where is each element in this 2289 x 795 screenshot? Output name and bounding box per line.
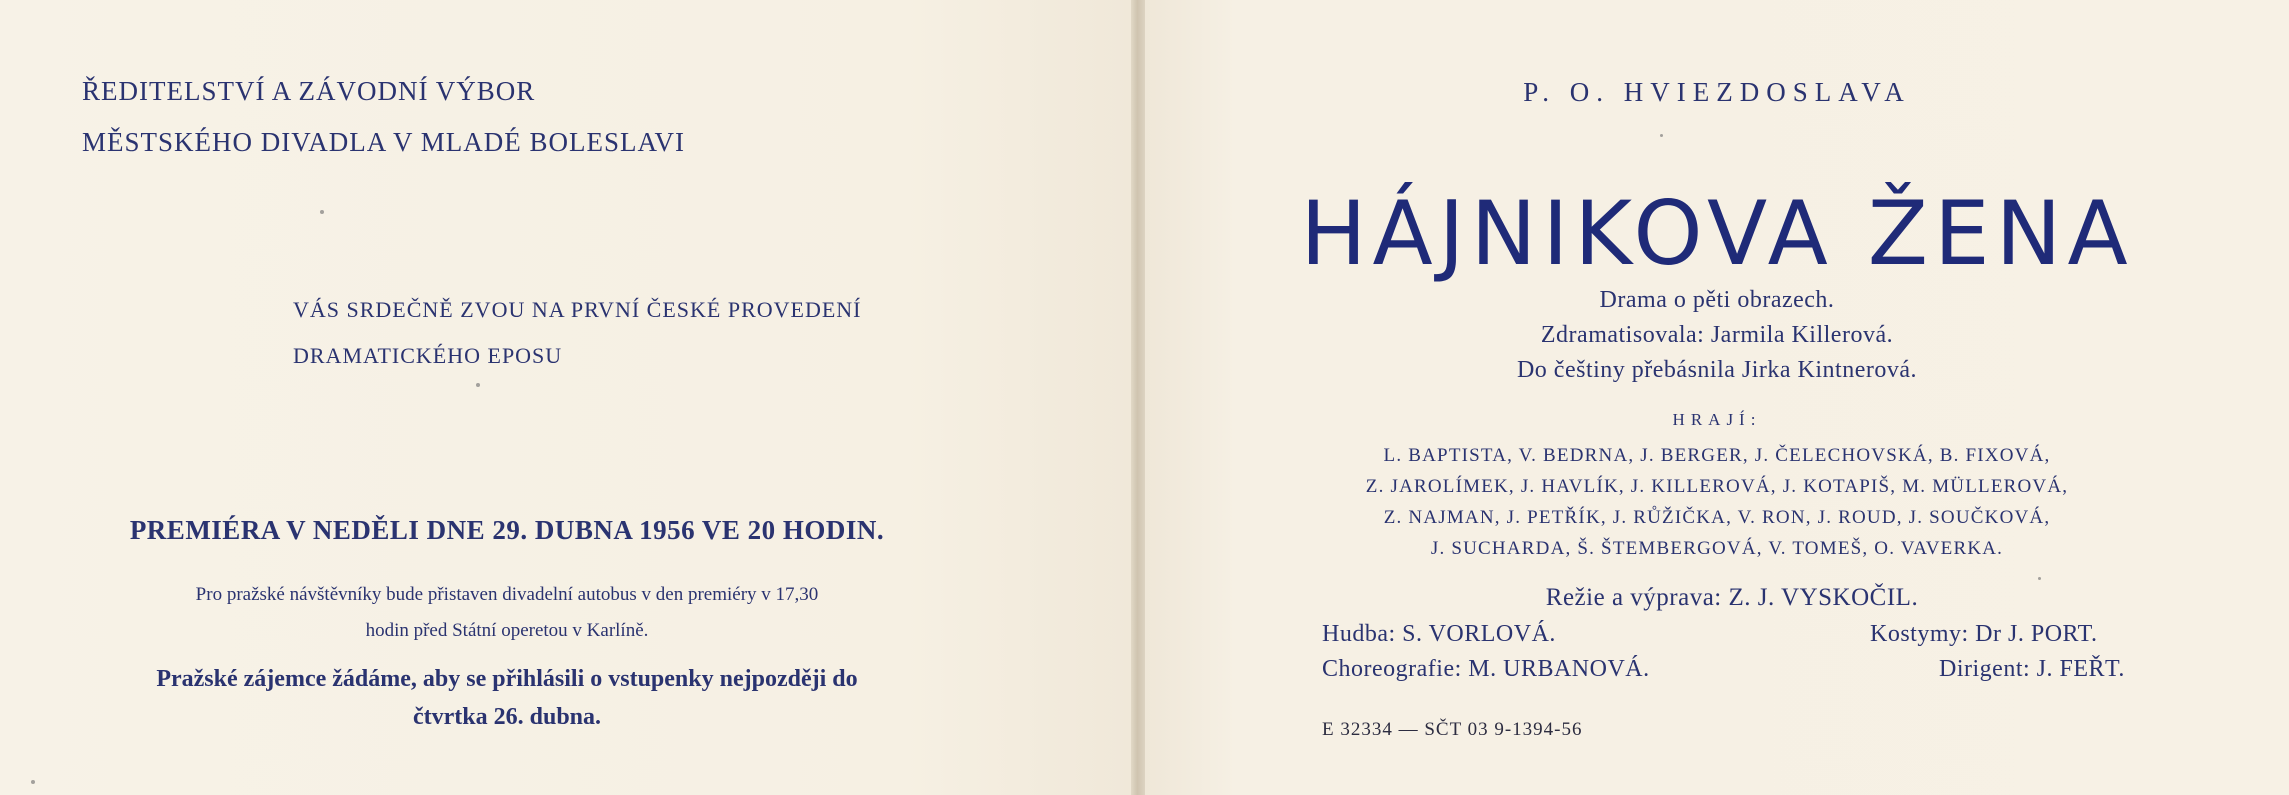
play-title: HÁJNIKOVA ŽENA [1300,182,2134,285]
cast-line: Z. JAROLÍMEK, J. HAVLÍK, J. KILLEROVÁ, J. KOTAPIŠ, M. MÜLLEROVÁ, [1365,476,2069,497]
paper-speck [476,383,480,387]
paper-speck [31,780,35,784]
choreography-credit: Choreografie: M. URBANOVÁ. [1322,656,1650,682]
page-fold [1131,0,1145,795]
cast-line: L. BAPTISTA, V. BEDRNA, J. BERGER, J. ČELECHOVSKÁ, B. FIXOVÁ, [1383,445,2051,466]
cast-heading: HRAJÍ: [1672,410,1762,429]
subtitle-genre: Drama o pěti obrazech. [1599,287,1835,313]
subtitle-adaptation: Zdramatisovala: Jarmila Killerová. [1540,322,1894,348]
ticket-request-line-1: Pražské zájemce žádáme, aby se přihlásili o vstupenky nejpozději do [156,666,858,692]
direction-credit: Režie a výprava: Z. J. VYSKOČIL. [1545,584,1919,611]
costume-credit: Kostymy: Dr J. PORT. [1870,621,2098,647]
organizer-line-2: MĚSTSKÉHO DIVADLA V MLADÉ BOLESLAVI [82,127,686,157]
bus-note-line-1: Pro pražské návštěvníky bude přistaven divadelní autobus v den premiéry v 17,30 [195,584,819,605]
conductor-credit: Dirigent: J. FEŘT. [1939,656,2125,682]
cast-line: J. SUCHARDA, Š. ŠTEMBERGOVÁ, V. TOMEŠ, O. VAVERKA. [1430,538,2004,559]
organizer-line-1: ŘEDITELSTVÍ A ZÁVODNÍ VÝBOR [82,76,536,106]
music-credit: Hudba: S. VORLOVÁ. [1322,621,1556,647]
paper-speck [1660,134,1663,137]
author-name: P. O. HVIEZDOSLAVA [1523,77,1911,107]
subtitle-translation: Do češtiny přebásnila Jirka Kintnerová. [1516,357,1918,383]
paper-speck [320,210,324,214]
invitation-line-1: VÁS SRDEČNĚ ZVOU NA PRVNÍ ČESKÉ PROVEDENÍ [293,297,862,322]
ticket-request-line-2: čtvrtka 26. dubna. [412,704,602,730]
print-code: E 32334 — SČT 03 9-1394-56 [1322,719,1583,740]
invitation-line-2: DRAMATICKÉHO EPOSU [293,343,563,368]
paper-speck [2038,577,2041,580]
cast-line: Z. NAJMAN, J. PETŘÍK, J. RŮŽIČKA, V. RON, J. ROUD, J. SOUČKOVÁ, [1383,507,2051,528]
premiere-announcement: PREMIÉRA V NEDĚLI DNE 29. DUBNA 1956 VE 20 HODIN. [129,515,885,545]
bus-note-line-2: hodin před Státní operetou v Karlíně. [365,620,649,641]
